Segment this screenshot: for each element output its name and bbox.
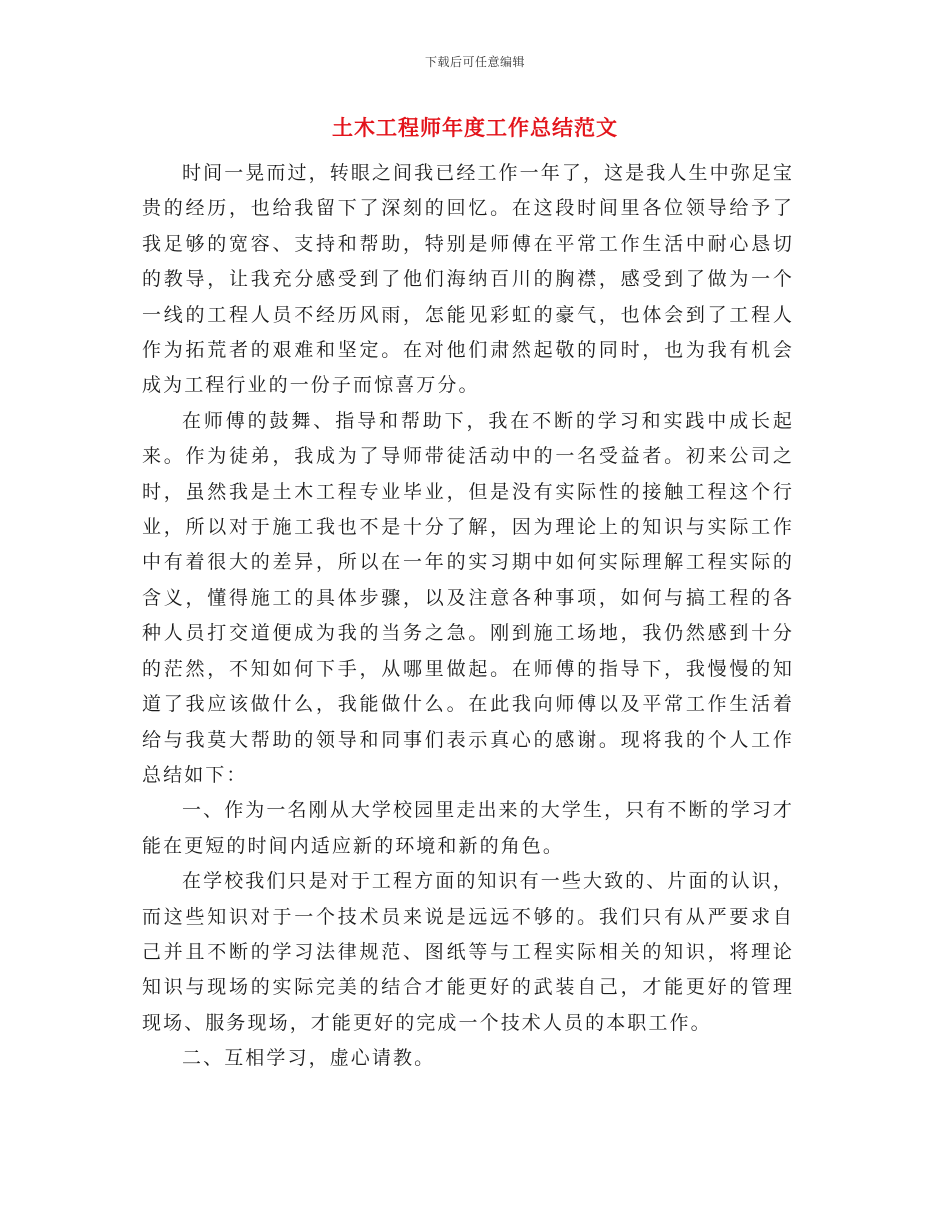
paragraph-mentorship: 在师傅的鼓舞、指导和帮助下，我在不断的学习和实践中成长起来。作为徒弟，我成为了导师带徒活动中的一名受益者。初来公司之时，虽然我是土木工程专业毕业，但是没有实际性的接触工程这个行业，所以对于施工我也不是十分了解，因为理论上的知识与实际工作中有着很大的差异，所以在一年的实习期中如何实际理解工程实际的含义，懂得施工的具体步骤，以及注意各种事项，如何与搞工程的各种人员打交道便成为我的当务之急。刚到施工场地，我仍然感到十分的茫然，不知如何下手，从哪里做起。在师傅的指导下，我慢慢的知道了我应该做什么，我能做什么。在此我向师傅以及平常工作生活着给与我莫大帮助的领导和同事们表示真心的感谢。现将我的个人工作总结如下： xyxy=(142,409,794,786)
paragraph-point-one-detail: 在学校我们只是对于工程方面的知识有一些大致的、片面的认识，而这些知识对于一个技术员来说是远远不够的。我们只有从严要求自己并且不断的学习法律规范、图纸等与工程实际相关的知识，将理论知识与现场的实际完美的结合才能更好的武装自己，才能更好的管理现场、服务现场，才能更好的完成一个技术人员的本职工作。 xyxy=(142,870,794,1034)
paragraph-intro: 时间一晃而过，转眼之间我已经工作一年了，这是我人生中弥足宝贵的经历，也给我留下了深刻的回忆。在这段时间里各位领导给予了我足够的宽容、支持和帮助，特别是师傅在平常工作生活中耐心恳切的教导，让我充分感受到了他们海纳百川的胸襟，感受到了做为一个一线的工程人员不经历风雨，怎能见彩虹的豪气，也体会到了工程人作为拓荒者的艰难和坚定。在对他们肃然起敬的同时，也为我有机会成为工程行业的一份子而惊喜万分。 xyxy=(142,162,794,397)
document-body xyxy=(142,156,794,1077)
paragraph-point-one: 一、作为一名刚从大学校园里走出来的大学生，只有不断的学习才能在更短的时间内适应新的环境和新的角色。 xyxy=(142,799,794,857)
document-title: 土木工程师年度工作总结范文 xyxy=(332,115,618,140)
paragraph-point-two: 二、互相学习，虚心请教。 xyxy=(182,1047,436,1070)
header-note: 下载后可任意编辑 xyxy=(424,55,525,69)
